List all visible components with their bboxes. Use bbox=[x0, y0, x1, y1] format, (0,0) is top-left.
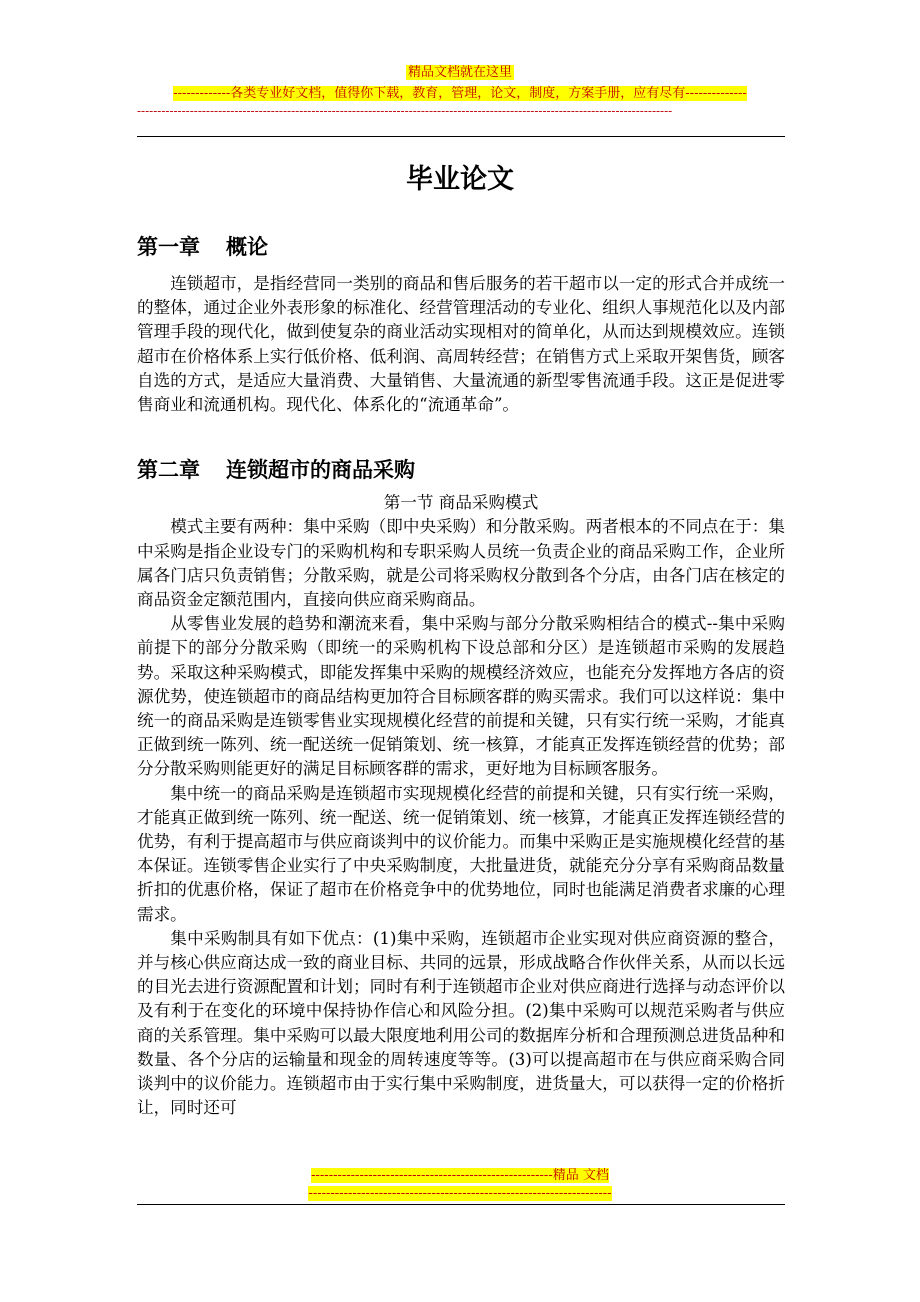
header-rule bbox=[137, 136, 785, 137]
section-1-heading: 第一节 商品采购模式 bbox=[383, 493, 539, 513]
footer-dash-text: --------------------------------------------------------------------- bbox=[308, 1186, 612, 1201]
chapter-2-paragraph: 集中采购制具有如下优点：(1)集中采购，连锁超市企业实现对供应商资源的整合，并与核心供应商达成一致的商业目标、共同的远景，形成战略合作伙伴关系，从而以长远的目光去进行资源配置和计划；同时有利于连锁超市企业对供应商进行选择与动态评价以及有利于在变化的环境中保持协作信心和风险分担。(2)集中采购可以规范采购者与供应商的关系管理。集中采购可以最大限度地利用公司的数据库分析和合理预测总进货品种和数量、各个分店的运输量和现金的周转速度等等。(3)可以提高超市在与供应商采购合同谈判中的议价能力。连锁超市由于实行集中采购制度，进货量大，可以获得一定的价格折让，同时还可 bbox=[137, 928, 785, 1118]
footer-rule bbox=[137, 1204, 785, 1205]
chapter-1-number: 第一章 bbox=[137, 234, 200, 259]
document-body bbox=[137, 232, 785, 1121]
header-banner-tagline bbox=[0, 85, 920, 103]
footer-banner bbox=[0, 1167, 920, 1185]
footer-banner-text: -------------------------------------------------------精品 文档 bbox=[311, 1168, 609, 1183]
chapter-2-paragraph: 模式主要有两种：集中采购（即中央采购）和分散采购。两者根本的不同点在于：集中采购是指企业设专门的采购机构和专职采购人员统一负责企业的商品采购工作，企业所属各门店只负责销售；分散采购，就是公司将采购权分散到各个分店，由各门店在核定的商品资金定额范围内，直接向供应商采购商品。 bbox=[137, 517, 785, 610]
chapter-1-name: 概论 bbox=[226, 234, 268, 259]
chapter-2-paragraph: 集中统一的商品采购是连锁超市实现规模化经营的前提和关键，只有实行统一采购，才能真正做到统一陈列、统一配送、统一促销策划、统一核算，才能真正发挥连锁经营的优势，有利于提高超市与供应商谈判中的议价能力。而集中采购正是实施规模化经营的基本保证。连锁零售企业实行了中央采购制度，大批量进货，就能充分分享有采购商品数量折扣的优惠价格，保证了超市在价格竞争中的优势地位，同时也能满足消费者求廉的心理需求。 bbox=[137, 783, 785, 924]
chapter-2-paragraph: 从零售业发展的趋势和潮流来看，集中采购与部分分散采购相结合的模式--集中采购前提下的部分分散采购（即统一的采购机构下设总部和分区）是连锁超市采购的发展趋势。采取这种采购模式，即能发挥集中采购的规模经济效应，也能充分发挥地方各店的资源优势，使连锁超市的商品结构更加符合目标顾客群的购买需求。我们可以这样说：集中统一的商品采购是连锁零售业实现规模化经营的前提和关键，只有实行统一采购，才能真正做到统一陈列、统一配送统一促销策划、统一核算，才能真正发挥连锁经营的优势；部分分散采购则能更好的满足目标顾客群的需求，更好地为目标顾客服务。 bbox=[137, 614, 785, 779]
header-dash-line: ------------------------------------------------------------------------------------------------------------------------------------ bbox=[137, 104, 673, 118]
header-banner-title-text: 精品文档就在这里 bbox=[407, 65, 512, 80]
footer-dash-line bbox=[0, 1186, 920, 1202]
chapter-1-heading bbox=[137, 232, 785, 262]
chapter-2-number: 第二章 bbox=[137, 457, 200, 483]
chapter-2-name: 连锁超市的商品采购 bbox=[226, 457, 415, 483]
chapter-2-heading bbox=[137, 455, 785, 485]
header-banner-tagline-text: -------------各类专业好文档，值得你下载，教育，管理，论文，制度，方案手册，应有尽有-------------- bbox=[173, 86, 747, 101]
document-title: 毕业论文 bbox=[406, 164, 514, 195]
chapter-1-paragraph: 连锁超市，是指经营同一类别的商品和售后服务的若干超市以一定的形式合并成统一的整体，通过企业外表形象的标准化、经营管理活动的专业化、组织人事规范化以及内部管理手段的现代化，做到使复杂的商业活动实现相对的简单化，从而达到规模效应。连锁超市在价格体系上实行低价格、低利润、高周转经营；在销售方式上采取开架售货，顾客自选的方式，是适应大量消费、大量销售、大量流通的新型零售流通手段。这正是促进零售商业和流通机构。现代化、体系化的“流通革命”。 bbox=[137, 274, 785, 415]
header-banner-title bbox=[0, 64, 920, 82]
